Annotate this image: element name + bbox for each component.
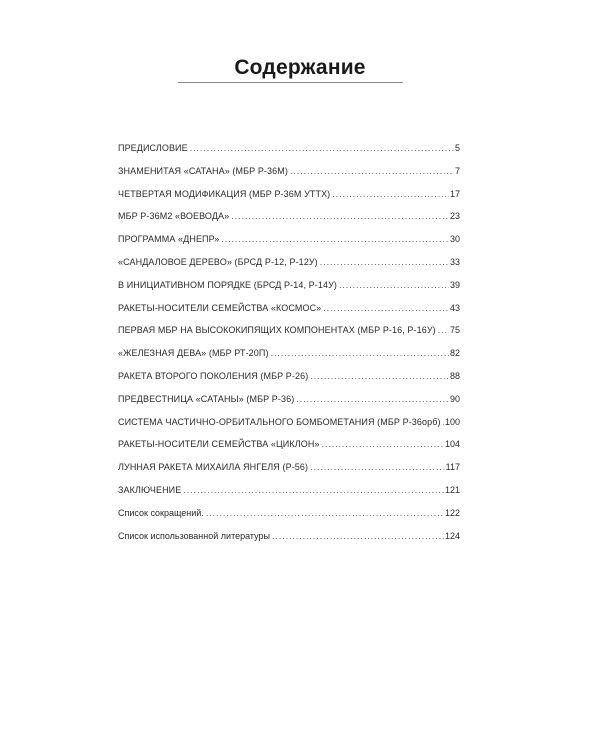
dot-leader [339,280,449,290]
dot-leader [310,371,449,381]
toc-entry-page: 88 [449,370,460,381]
toc-entry-page: 30 [449,234,460,245]
toc-entry-title: ПРЕДИСЛОВИЕ [118,143,188,153]
title-underline [178,82,403,83]
toc-entry[interactable] [118,439,460,462]
toc-entry-title: ПЕРВАЯ МБР НА ВЫСОКОКИПЯЩИХ КОМПОНЕНТАХ (МБР Р-16, Р-16У) [118,325,436,336]
toc-entry[interactable] [118,143,460,166]
toc-entry[interactable] [118,257,460,280]
toc-entry-title: РАКЕТА ВТОРОГО ПОКОЛЕНИЯ (МБР Р-26) [118,370,309,381]
dot-leader [183,485,444,495]
toc-entry-page: 7 [454,165,460,176]
toc-entry-page: 82 [449,348,460,359]
toc-entry-page: 121 [444,484,460,495]
toc-entry-page: 90 [449,393,460,404]
toc-entry[interactable] [118,189,460,212]
toc-entry[interactable] [118,234,460,257]
toc-entry-title: РАКЕТЫ-НОСИТЕЛИ СЕМЕЙСТВА «КОСМОС» [118,302,322,313]
dot-leader [271,348,449,358]
toc-entry-title: ЧЕТВЕРТАЯ МОДИФИКАЦИЯ (МБР Р-36М УТТХ) [118,188,331,199]
toc-entry[interactable] [118,417,460,440]
toc-entry[interactable] [118,508,460,531]
dot-leader [206,508,444,518]
toc-entry[interactable] [118,303,460,326]
toc-entry-page: 104 [444,439,460,450]
toc-entry[interactable] [118,348,460,371]
toc-entry[interactable] [118,394,460,417]
toc-entry[interactable] [118,325,460,348]
toc-entry-page: 17 [449,188,460,199]
toc-entry-page: 5 [454,143,460,153]
toc-entry-title: Список использованной литературы [118,530,270,541]
dot-leader [332,189,449,199]
toc-entry-page: 124 [444,530,460,541]
toc-entry-page: 33 [449,256,460,267]
toc-entry[interactable] [118,485,460,508]
toc-entry[interactable] [118,462,460,485]
toc-entry-page: 75 [449,325,460,336]
dot-leader [290,166,454,176]
toc-entry[interactable] [118,166,460,189]
toc-entry-title: ПРОГРАММА «ДНЕПР» [118,234,220,245]
toc-entry-page: 43 [449,302,460,313]
dot-leader [438,325,449,335]
page-title: Содержание [234,56,366,79]
toc-entry-title: «ЖЕЛЕЗНАЯ ДЕВА» (МБР РТ-20П) [118,348,269,359]
dot-leader [322,439,444,449]
toc-entry-title: Список сокращений. [118,507,204,518]
dot-leader [296,394,449,404]
toc-entry-page: 100 [444,416,460,427]
dot-leader [190,143,454,153]
dot-leader [443,417,444,427]
dot-leader [231,211,449,221]
toc-entry-title: «САНДАЛОВОЕ ДЕРЕВО» (БРСД Р-12, Р-12У) [118,256,318,267]
dot-leader [323,303,449,313]
toc-entry-title: МБР Р-36М2 «ВОЕВОДА» [118,211,230,222]
toc-entry[interactable] [118,371,460,394]
toc-entry[interactable] [118,211,460,234]
toc-entry-page: 23 [449,211,460,222]
toc-entry-page: 117 [445,462,460,473]
toc-entry-title: ЛУННАЯ РАКЕТА МИХАИЛА ЯНГЕЛЯ (Р-56) [118,462,309,473]
table-of-contents [118,143,460,553]
toc-entry-title: ПРЕДВЕСТНИЦА «САТАНЫ» (МБР Р-36) [118,393,295,404]
dot-leader [310,462,445,472]
toc-entry-title: ЗАКЛЮЧЕНИЕ [118,484,182,495]
toc-entry[interactable] [118,531,460,554]
toc-entry-page: 122 [444,507,460,518]
toc-entry-title: СИСТЕМА ЧАСТИЧНО-ОРБИТАЛЬНОГО БОМБОМЕТАНИЯ (МБР Р-36орб) [118,416,441,427]
dot-leader [320,257,449,267]
toc-entry-title: В ИНИЦИАТИВНОМ ПОРЯДКЕ (БРСД Р-14, Р-14У) [118,279,337,290]
toc-entry-title: РАКЕТЫ-НОСИТЕЛИ СЕМЕЙСТВА «ЦИКЛОН» [118,439,320,450]
toc-entry-title: ЗНАМЕНИТАЯ «САТАНА» (МБР Р-36М) [118,165,288,176]
dot-leader [272,531,444,541]
toc-entry[interactable] [118,280,460,303]
toc-entry-page: 39 [449,279,460,290]
dot-leader [221,234,449,244]
